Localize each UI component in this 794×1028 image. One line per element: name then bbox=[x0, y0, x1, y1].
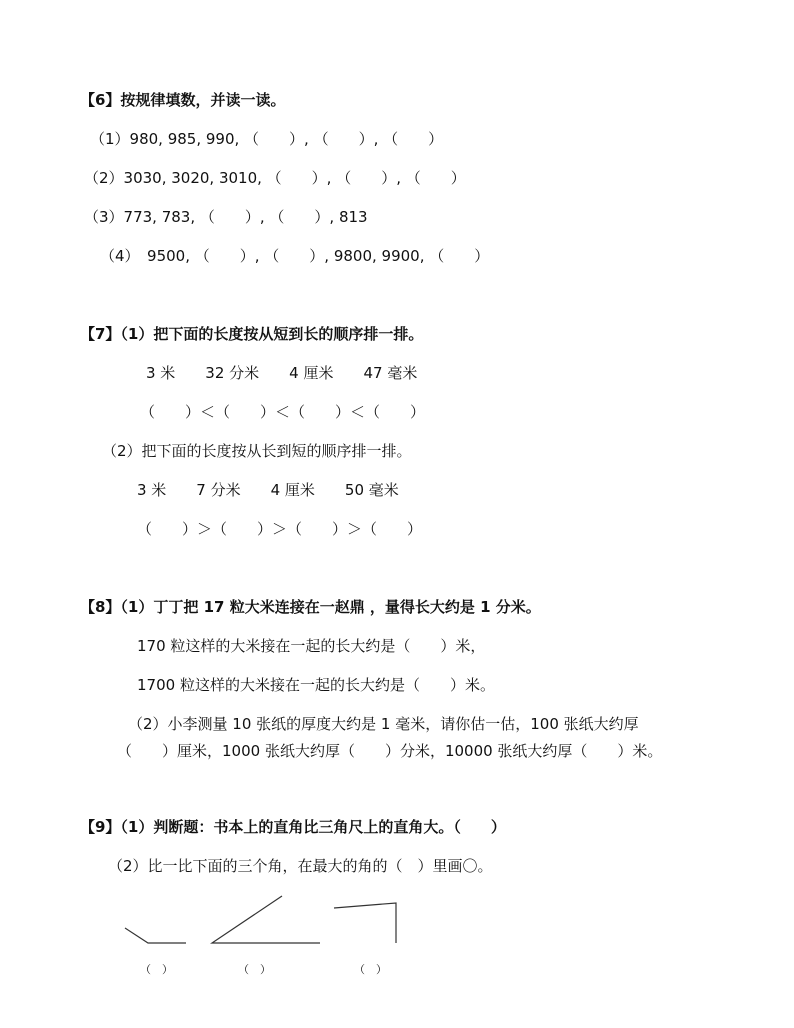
q7-part2-blanks: （ ）＞（ ）＞（ ）＞（ ） bbox=[137, 520, 423, 538]
q7-part1-blanks: （ ）＜（ ）＜（ ）＜（ ） bbox=[140, 403, 426, 421]
q7-part2-items: 3 米 7 分米 4 厘米 50 毫米 bbox=[137, 481, 399, 499]
q8-line-4: （ ）厘米，1000 张纸大约厚（ ）分米，10000 张纸大约厚（ ）米。 bbox=[117, 742, 663, 760]
q8-line-3: （2）小李测量 10 张纸的厚度大约是 1 毫米，请你估一估，100 张纸大约厚 bbox=[128, 715, 639, 733]
angle-2-blank[interactable]: （ ） bbox=[238, 963, 271, 976]
angle-2 bbox=[212, 896, 320, 943]
q9-part2: （2）比一比下面的三个角，在最大的角的（ ）里画〇。 bbox=[108, 857, 493, 875]
q8-line-2: 1700 粒这样的大米接在一起的长大约是（ ）米。 bbox=[137, 676, 495, 694]
q8-title: 【8】（1）丁丁把 17 粒大米连接在一赵鼎 ，量得长大约是 1 分米。 bbox=[80, 598, 541, 616]
q6-line-2: （2）3030, 3020, 3010, （ ）, （ ）, （ ） bbox=[84, 169, 466, 187]
q6-title: 【6】按规律填数，并读一读。 bbox=[80, 91, 286, 109]
angle-1 bbox=[125, 928, 186, 943]
angle-3 bbox=[334, 903, 396, 943]
q9-title: 【9】（1）判断题：书本上的直角比三角尺上的直角大。（ ） bbox=[80, 818, 506, 836]
q7-part2-title: （2）把下面的长度按从长到短的顺序排一排。 bbox=[102, 442, 412, 460]
q6-line-4: （4） 9500, （ ）, （ ）, 9800, 9900, （ ） bbox=[100, 247, 490, 265]
q7-part1-items: 3 米 32 分米 4 厘米 47 毫米 bbox=[146, 364, 418, 382]
q6-line-1: （1）980, 985, 990, （ ）, （ ）, （ ） bbox=[90, 130, 444, 148]
q7-title: 【7】（1）把下面的长度按从短到长的顺序排一排。 bbox=[80, 325, 424, 343]
q8-line-1: 170 粒这样的大米接在一起的长大约是（ ）米， bbox=[137, 637, 486, 655]
angle-1-blank[interactable]: （ ） bbox=[140, 963, 173, 976]
angle-3-blank[interactable]: （ ） bbox=[354, 963, 387, 976]
q6-line-3: （3）773, 783, （ ）, （ ）, 813 bbox=[84, 208, 368, 226]
